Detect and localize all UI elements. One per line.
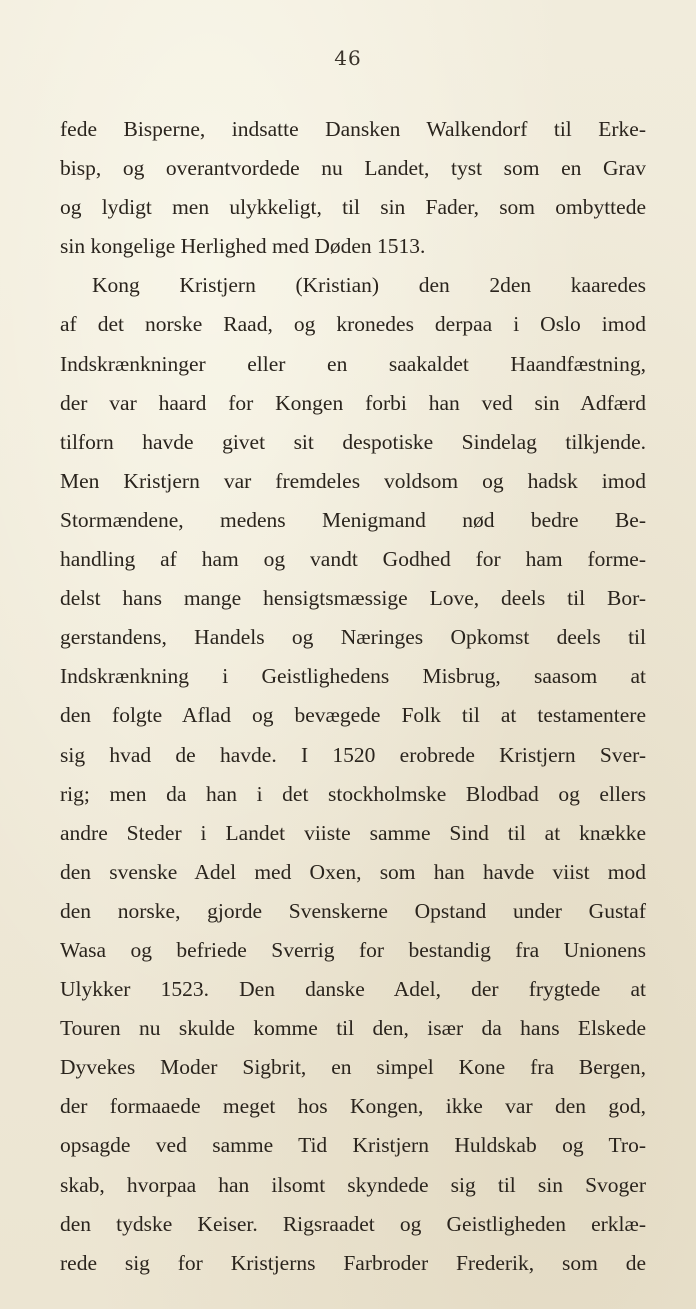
text-line: Indskrænkninger eller en saakaldet Haandfæstning, <box>60 351 646 376</box>
text-line: Touren nu skulde komme til den, især da hans Elskede <box>60 1016 646 1041</box>
text-line: Kong Kristjern (Kristian) den 2den kaaredes <box>92 273 646 298</box>
text-line: sin kongelige Herlighed med Døden 1513. <box>60 234 426 259</box>
page-number: 46 <box>334 46 362 70</box>
text-line: handling af ham og vandt Godhed for ham forme- <box>60 547 646 572</box>
text-line: andre Steder i Landet viiste samme Sind til at knække <box>60 820 646 845</box>
text-line: opsagde ved samme Tid Kristjern Huldskab og Tro- <box>60 1133 646 1158</box>
text-line: skab, hvorpaa han ilsomt skyndede sig til sin Svoger <box>60 1172 646 1197</box>
text-line: Men Kristjern var fremdeles voldsom og hadsk imod <box>60 468 646 493</box>
text-line: den folgte Aflad og bevægede Folk til at testamentere <box>60 703 646 728</box>
text-line: rede sig for Kristjerns Farbroder Frederik, som de <box>60 1250 646 1275</box>
text-line: den tydske Keiser. Rigsraadet og Geistligheden erklæ- <box>60 1211 646 1236</box>
text-line: der var haard for Kongen forbi han ved sin Adfærd <box>60 390 646 415</box>
text-line: Stormændene, medens Menigmand nød bedre Be- <box>60 507 646 532</box>
text-line: Ulykker 1523. Den danske Adel, der frygtede at <box>60 977 646 1002</box>
text-line: den norske, gjorde Svenskerne Opstand under Gustaf <box>60 898 646 923</box>
text-line: Indskrænkning i Geistlighedens Misbrug, saasom at <box>60 664 646 689</box>
text-line: og lydigt men ulykkeligt, til sin Fader, som ombyttede <box>60 195 646 220</box>
text-line: bisp, og overantvordede nu Landet, tyst som en Grav <box>60 156 646 181</box>
text-line: den svenske Adel med Oxen, som han havde viist mod <box>60 859 646 884</box>
text-line: af det norske Raad, og kronedes derpaa i Oslo imod <box>60 312 646 337</box>
text-line: delst hans mange hensigtsmæssige Love, deels til Bor- <box>60 586 646 611</box>
text-line: sig hvad de havde. I 1520 erobrede Kristjern Sver- <box>60 742 646 767</box>
text-line: tilforn havde givet sit despotiske Sindelag tilkjende. <box>60 429 646 454</box>
text-line: rig; men da han i det stockholmske Blodbad og ellers <box>60 781 646 806</box>
text-line: Wasa og befriede Sverrig for bestandig fra Unionens <box>60 937 646 962</box>
text-line: fede Bisperne, indsatte Dansken Walkendorf til Erke- <box>60 117 646 141</box>
text-line: gerstandens, Handels og Næringes Opkomst deels til <box>60 625 646 650</box>
text-line: der formaaede meget hos Kongen, ikke var den god, <box>60 1094 646 1119</box>
text-line: Dyvekes Moder Sigbrit, en simpel Kone fra Bergen, <box>60 1055 646 1080</box>
body-text <box>60 110 646 1283</box>
